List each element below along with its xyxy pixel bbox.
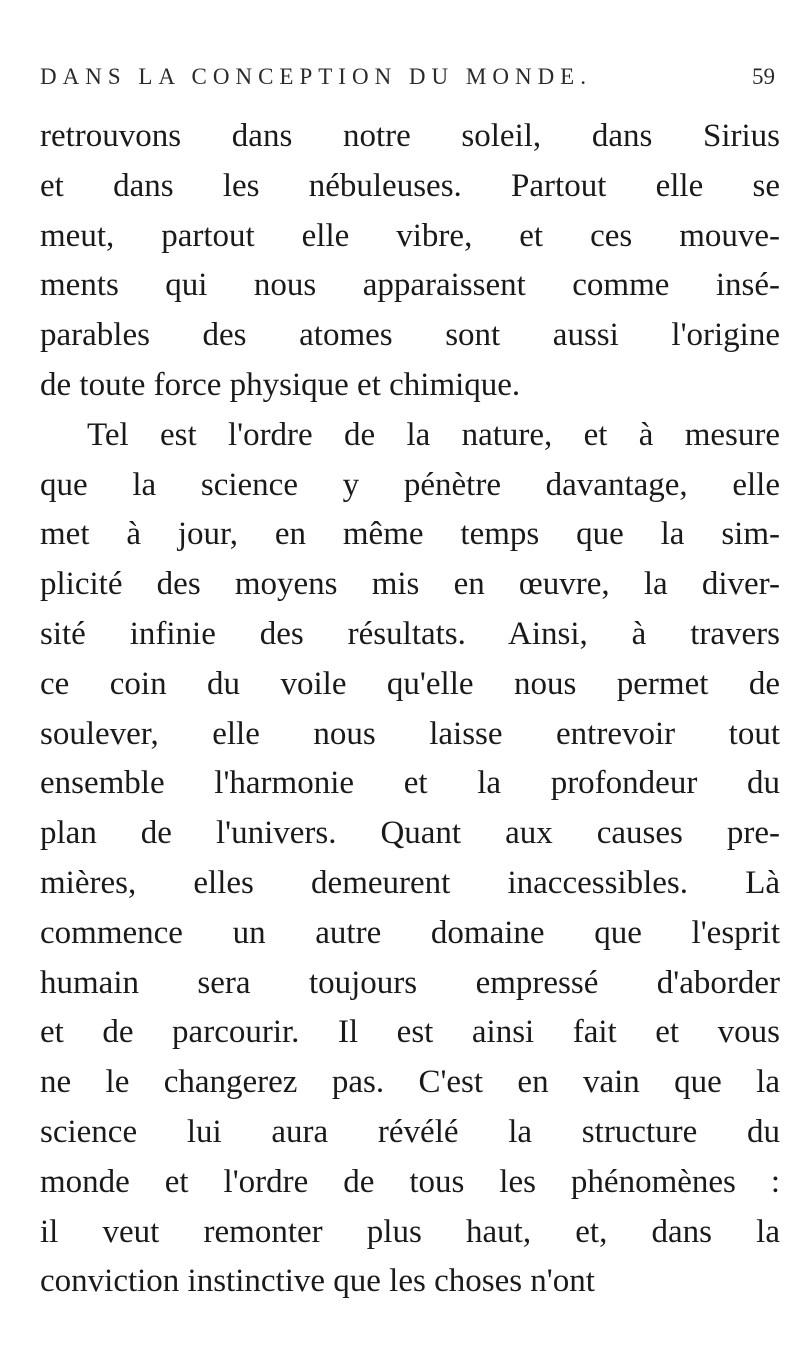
text-line: meut, partout elle vibre, et ces mouve-: [40, 217, 780, 254]
text-line: et dans les nébuleuses. Partout elle se: [40, 167, 780, 204]
text-line: que la science y pénètre davantage, elle: [40, 466, 780, 503]
running-title: DANS LA CONCEPTION DU MONDE.: [40, 64, 592, 89]
text-line: met à jour, en même temps que la sim-: [40, 516, 780, 553]
text-line: et de parcourir. Il est ainsi fait et vous: [40, 1014, 780, 1051]
text-line: humain sera toujours empressé d'aborder: [40, 964, 780, 1001]
text-line: ensemble l'harmonie et la profondeur du: [40, 765, 780, 802]
text-line: sité infinie des résultats. Ainsi, à travers: [40, 615, 780, 652]
page-number: 59: [752, 64, 775, 89]
running-head: [40, 56, 775, 100]
text-line: soulever, elle nous laisse entrevoir tout: [40, 715, 780, 752]
text-line: mières, elles demeurent inaccessibles. Là: [40, 864, 780, 901]
text-line: plicité des moyens mis en œuvre, la diver-: [40, 566, 780, 603]
text-line: commence un autre domaine que l'esprit: [40, 914, 780, 951]
body-text: [40, 112, 780, 1307]
text-line: il veut remonter plus haut, et, dans la: [40, 1213, 780, 1250]
text-line: ments qui nous apparaissent comme insé-: [40, 267, 780, 304]
text-line: science lui aura révélé la structure du: [40, 1113, 780, 1150]
text-line: ne le changerez pas. C'est en vain que la: [40, 1064, 780, 1101]
text-line: monde et l'ordre de tous les phénomènes :: [40, 1163, 780, 1200]
text-line: Tel est l'ordre de la nature, et à mesure: [87, 416, 780, 453]
text-line: retrouvons dans notre soleil, dans Sirius: [40, 118, 780, 154]
text-line: de toute force physique et chimique.: [40, 366, 521, 403]
text-line: plan de l'univers. Quant aux causes pre-: [40, 815, 780, 852]
text-line: parables des atomes sont aussi l'origine: [40, 317, 780, 354]
text-line: conviction instinctive que les choses n'ont: [40, 1263, 595, 1300]
text-line: ce coin du voile qu'elle nous permet de: [40, 665, 780, 702]
